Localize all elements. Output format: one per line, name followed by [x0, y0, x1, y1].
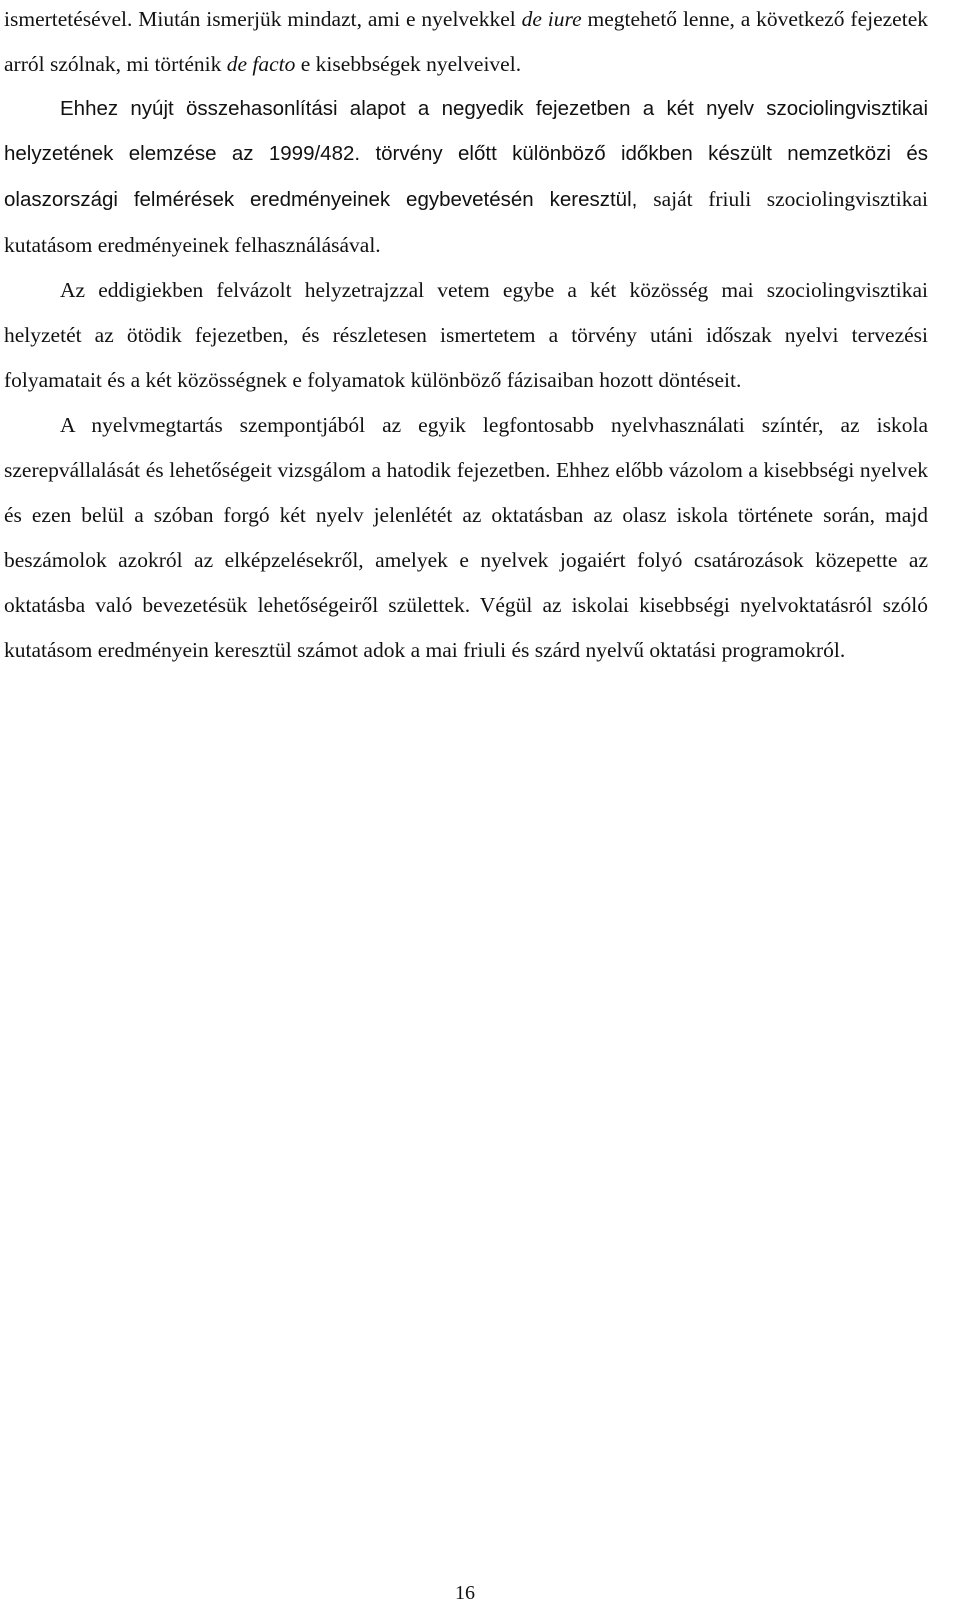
- p1-text-3: e kisebbségek nyelveivel.: [295, 51, 522, 76]
- page-number: 16: [455, 1582, 475, 1604]
- p1-text-1: ismertetésével. Miután ismerjük mindazt, ami e nyelvekkel: [4, 7, 522, 31]
- paragraph-1: [4, 0, 928, 87]
- p1-text-2: megtehető lenne, a következő fejezetek arról szólnak, mi történik: [4, 7, 928, 76]
- paragraph-2: [4, 87, 928, 269]
- p1-italic-de-facto: de facto: [226, 51, 296, 76]
- body-text: [4, 0, 928, 673]
- p1-italic-de-iure: de iure: [521, 7, 582, 31]
- p2-text-2: saját friuli szociolingvisztikai kutatásom eredményeinek felhasználásával.: [4, 186, 928, 257]
- paragraph-4: A nyelvmegtartás szempontjából az egyik legfontosabb nyelvhasználati színtér, az iskola szerepvállalását és lehetőségeit vizsgálom a hatodik fejezetben. Ehhez előbb vázolom a kisebbségi nyelvek és ezen belül a szóban forgó két nyelv jelenlétét az oktatásban az olasz iskola története során, majd beszámolok azokról az elképzelésekről, amelyek e nyelvek jogaiért folyó csatározások közepette az oktatásba való bevezetésük lehetőségeiről születtek. Végül az iskolai kisebbségi nyelvoktatásról szóló kutatásom eredményein keresztül számot adok a mai friuli és szárd nyelvű oktatási programokról.: [4, 413, 928, 662]
- p2-text-1: Ehhez nyújt összehasonlítási alapot a negyedik fejezetben a két nyelv szociolingvisztikai helyzetének elemzése az 1999/482. törvény előtt különböző időkben készült nemzetközi és olaszországi felmérések eredményeinek egybevetésén keresztül,: [4, 96, 928, 211]
- paragraph-3: Az eddigiekben felvázolt helyzetrajzzal vetem egybe a két közösség mai szociolingvisztikai helyzetét az ötödik fejezetben, és részletesen ismertetem a törvény utáni időszak nyelvi tervezési folyamatait és a két közösségnek e folyamatok különböző fázisaiban hozott döntéseit.: [4, 278, 928, 393]
